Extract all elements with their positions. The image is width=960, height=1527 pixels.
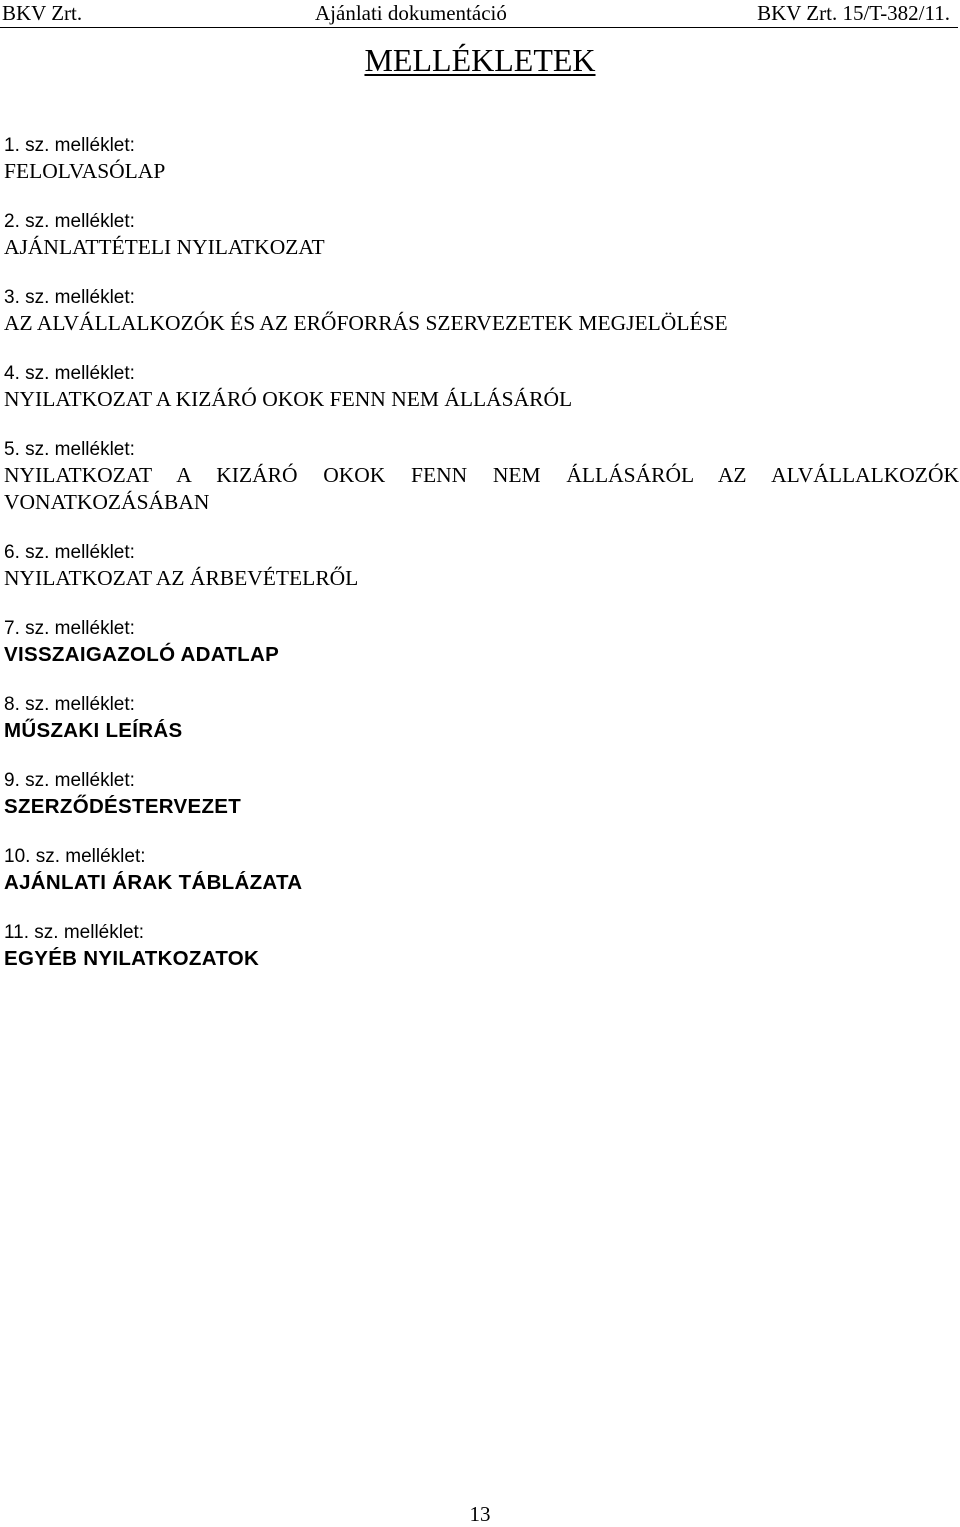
header-document-type: Ajánlati dokumentáció <box>315 1 507 25</box>
header-divider <box>0 27 958 28</box>
annex-title: NYILATKOZAT A KIZÁRÓ OKOK FENN NEM ÁLLÁSÁRÓL <box>4 387 573 411</box>
annex-number: 1. sz. melléklet: <box>4 135 135 156</box>
annex-item-8 <box>4 692 959 744</box>
header-reference-number: BKV Zrt. 15/T-382/11. <box>757 1 950 25</box>
annex-item-3 <box>4 285 959 337</box>
annex-item-5 <box>4 437 959 516</box>
page-header <box>0 0 960 28</box>
annex-item-2 <box>4 209 959 261</box>
annex-title: VISSZAIGAZOLÓ ADATLAP <box>4 643 280 666</box>
annex-number: 7. sz. melléklet: <box>4 618 135 639</box>
annex-item-4 <box>4 361 959 413</box>
annex-item-6 <box>4 540 959 592</box>
annex-item-1 <box>4 133 959 185</box>
annex-title: AZ ALVÁLLALKOZÓK ÉS AZ ERŐFORRÁS SZERVEZETEK MEGJELÖLÉSE <box>4 311 728 335</box>
annex-number: 8. sz. melléklet: <box>4 694 135 715</box>
page-title <box>0 40 960 80</box>
annex-number: 2. sz. melléklet: <box>4 211 135 232</box>
annex-number: 4. sz. melléklet: <box>4 363 135 384</box>
annex-title: AJÁNLATTÉTELI NYILATKOZAT <box>4 235 325 259</box>
annex-list <box>4 133 959 996</box>
annex-item-11 <box>4 920 959 972</box>
annex-title: EGYÉB NYILATKOZATOK <box>4 947 260 970</box>
annex-title: AJÁNLATI ÁRAK TÁBLÁZATA <box>4 871 303 894</box>
annex-title: FELOLVASÓLAP <box>4 159 166 183</box>
annex-number: 5. sz. melléklet: <box>4 439 135 460</box>
annex-title: NYILATKOZAT A KIZÁRÓ OKOK FENN NEM ÁLLÁSÁRÓL AZ ALVÁLLALKOZÓK VONATKOZÁSÁBAN <box>4 463 959 514</box>
annex-title: NYILATKOZAT AZ ÁRBEVÉTELRŐL <box>4 566 359 590</box>
header-company: BKV Zrt. <box>2 1 83 25</box>
annex-item-9 <box>4 768 959 820</box>
annex-number: 11. sz. melléklet: <box>4 922 145 943</box>
annex-number: 9. sz. melléklet: <box>4 770 135 791</box>
annex-number: 3. sz. melléklet: <box>4 287 135 308</box>
page-title-text: MELLÉKLETEK <box>364 42 596 78</box>
annex-number: 6. sz. melléklet: <box>4 542 135 563</box>
annex-item-10 <box>4 844 959 896</box>
page-number: 13 <box>469 1502 491 1526</box>
annex-title: MŰSZAKI LEÍRÁS <box>4 719 183 742</box>
annex-item-7 <box>4 616 959 668</box>
annex-title: SZERZŐDÉSTERVEZET <box>4 795 242 818</box>
annex-number: 10. sz. melléklet: <box>4 846 146 867</box>
